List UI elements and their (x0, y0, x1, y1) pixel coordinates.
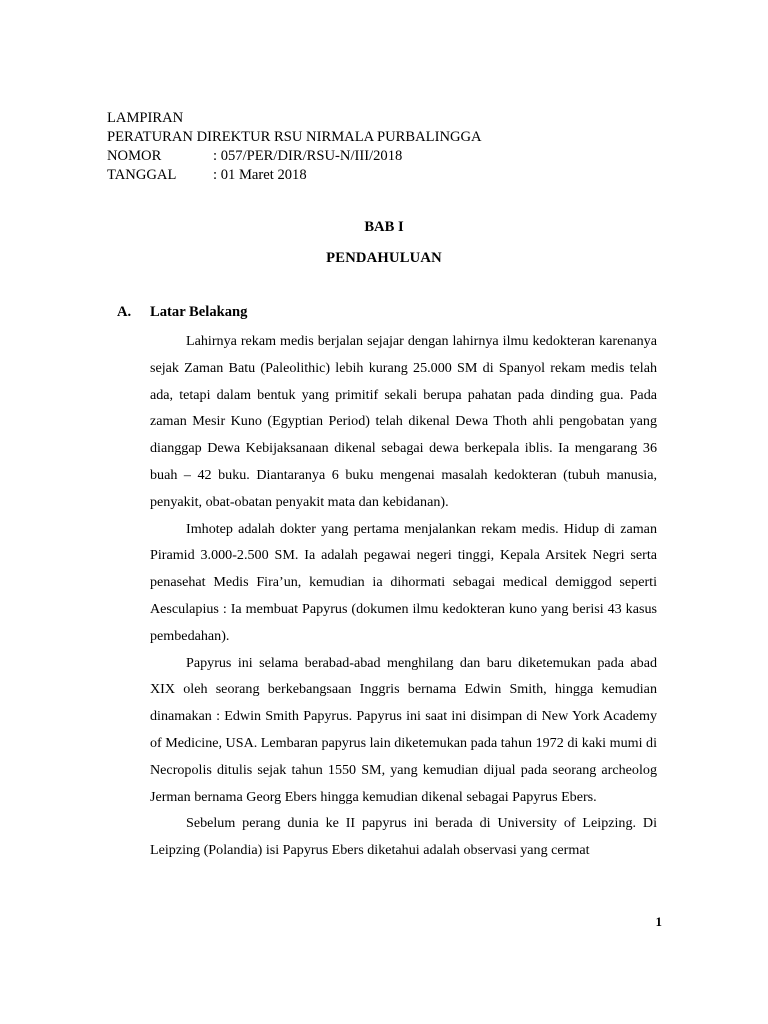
section-title: Latar Belakang (150, 304, 248, 320)
attachment-header (107, 109, 482, 185)
header-line-peraturan (107, 128, 482, 147)
header-line-lampiran (107, 109, 482, 128)
tanggal-label: TANGGAL (107, 167, 177, 183)
header-line-nomor (107, 147, 482, 166)
section-letter: A. (117, 304, 132, 320)
paragraph-3: Papyrus ini selama berabad-abad menghilang dan baru diketemukan pada abad XIX oleh seorang berkebangsaan Inggris bernama Edwin Smith, hingga kemudian dinamakan : Edwin Smith Papyrus. Papyrus ini saat ini disimpan di New York Academy of Medicine, USA. Lembaran papyrus lain diketemukan pada tahun 1972 di kaki mumi di Necropolis ditulis sejak tahun 1550 SM, yang kemudian dijual pada seorang archeolog Jerman bernama Georg Ebers hingga kemudian dikenal sebagai Papyrus Ebers. (150, 654, 657, 805)
header-peraturan: PERATURAN DIREKTUR RSU NIRMALA PURBALINGGA (107, 129, 482, 145)
paragraph-4: Sebelum perang dunia ke II papyrus ini berada di University of Leipzing. Di Leipzing (Polandia) isi Papyrus Ebers diketahui adalah observasi yang cermat (150, 815, 657, 859)
nomor-label: NOMOR (107, 148, 162, 164)
paragraph-2: Imhotep adalah dokter yang pertama menjalankan rekam medis. Hidup di zaman Piramid 3.000-2.500 SM. Ia adalah pegawai negeri tinggi, Kepala Arsitek Negri serta penasehat Medis Fira’un, kemudian ia dihormati sebagai medical demiggod seperti Aesculapius : Ia membuat Papyrus (dokumen ilmu kedokteran kuno yang berisi 43 kasus pembedahan). (150, 520, 657, 644)
body-text (150, 328, 657, 864)
paragraph-1: Lahirnya rekam medis berjalan sejajar dengan lahirnya ilmu kedokteran karenanya sejak Zaman Batu (Paleolithic) lebih kurang 25.000 SM di Spanyol rekam medis telah ada, tetapi dalam bentuk yang primitif sekali berupa pahatan pada dinding gua. Pada zaman Mesir Kuno (Egyptian Period) telah dikenal Dewa Thoth ahli pengobatan yang dianggap Dewa Kebijaksanaan dikenal sebagai dewa berkepala iblis. Ia mengarang 36 buah – 42 buku. Diantaranya 6 buku mengenai masalah kedokteran (tubuh manusia, penyakit, obat-obatan penyakit mata dan kebidanan). (150, 333, 657, 510)
chapter-number: BAB I (364, 219, 404, 235)
header-lampiran: LAMPIRAN (107, 110, 184, 126)
page-number: 1 (655, 914, 662, 929)
nomor-value: : 057/PER/DIR/RSU-N/III/2018 (213, 148, 403, 164)
chapter-title: PENDAHULUAN (326, 250, 442, 266)
section-heading (117, 303, 247, 322)
tanggal-value: : 01 Maret 2018 (213, 167, 307, 183)
header-line-tanggal (107, 166, 482, 185)
